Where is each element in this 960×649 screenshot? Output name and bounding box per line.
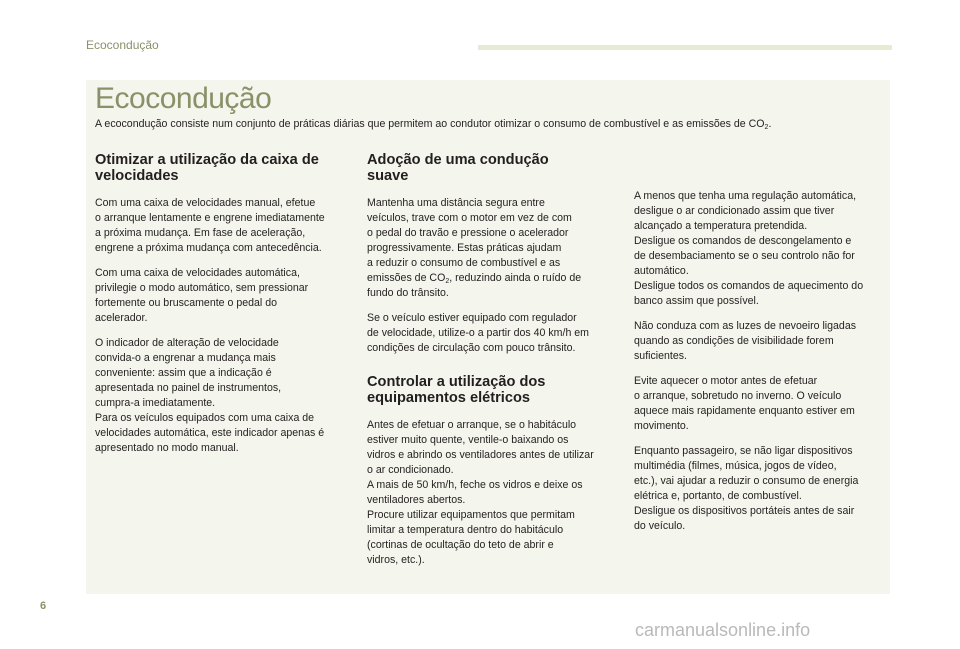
header-rule bbox=[478, 45, 892, 50]
paragraph-gear-indicator: O indicador de alteração de velocidade convida-o a engrenar a mudança mais conveniente: assim que a indicação é apresentada no painel de instrumentos, cumpra-a imediatamente. Para os veículos equipados com uma caixa de velocidades automática, este indicador apenas é apresentado no modo manual. bbox=[95, 337, 325, 454]
safe-distance-text-a: Mantenha uma distância segura entre veículos, trave com o motor em vez de com o pedal do travão e pressione o acelerador progressivamente. Estas práticas ajudam a reduzir o consumo de combustível e as emissões de CO bbox=[367, 197, 572, 284]
paragraph-engine-warmup: Evite aquecer o motor antes de efetuar o arranque, sobretudo no inverno. O veículo aquece mais rapidamente enquanto estiver em movimento. bbox=[634, 375, 855, 432]
paragraph-cruise-control: Se o veículo estiver equipado com regulador de velocidade, utilize-o a partir dos 40 km/h em condições de circulação com pouco trânsito. bbox=[367, 312, 589, 354]
column-gearbox bbox=[95, 152, 350, 456]
column-smooth-driving bbox=[367, 152, 622, 568]
intro-subscript: 2 bbox=[764, 124, 769, 131]
paragraph-multimedia: Enquanto passageiro, se não ligar dispositivos multimédia (filmes, música, jogos de vídeo, etc.), vai ajudar a reduzir o consumo de energia elétrica e, portanto, de combustível. Desligue os dispositivos portáteis antes de sair do veículo. bbox=[634, 445, 859, 532]
page-title: Ecocondução bbox=[95, 82, 272, 115]
column-electrical-tips bbox=[634, 189, 886, 534]
paragraph-manual-gearbox: Com uma caixa de velocidades manual, efetue o arranque lentamente e engrene imediatamente a próxima mudança. Em fase de aceleração, engrene a próxima mudança com antecedência. bbox=[95, 197, 325, 254]
paragraph-safe-distance bbox=[367, 196, 622, 301]
paragraph-air-conditioning: A menos que tenha uma regulação automática, desligue o ar condicionado assim que tiver alcançado a temperatura pretendida. Desligue os comandos de descongelamento e de desembaciamento se o seu controlo não for automático. Desligue todos os comandos de aquecimento do banco assim que possível. bbox=[634, 190, 864, 307]
watermark: carmanualsonline.info bbox=[635, 620, 811, 640]
co2-subscript: 2 bbox=[445, 278, 450, 285]
paragraph-fog-lights: Não conduza com as luzes de nevoeiro ligadas quando as condições de visibilidade forem suficientes. bbox=[634, 320, 857, 362]
safe-distance-text-b: , reduzindo ainda o ruído de fundo do trânsito. bbox=[367, 272, 582, 299]
page-number: 6 bbox=[40, 600, 47, 612]
heading-electrical-equipment: Controlar a utilização dos equipamentos elétricos bbox=[367, 374, 546, 406]
intro-end: . bbox=[768, 118, 772, 130]
intro-text: A ecocondução consiste num conjunto de práticas diárias que permitem ao condutor otimizar o consumo de combustível e as emissões de CO bbox=[95, 118, 765, 130]
intro-paragraph bbox=[95, 118, 885, 131]
heading-smooth-driving: Adoção de uma condução suave bbox=[367, 152, 549, 184]
paragraph-ventilation: Antes de efetuar o arranque, se o habitáculo estiver muito quente, ventile-o baixando os vidros e abrindo os ventiladores antes de utilizar o ar condicionado. A mais de 50 km/h, feche os vidros e deixe os ventiladores abertos. Procure utilizar equipamentos que permitam limitar a temperatura dentro do habitáculo (cortinas de ocultação do teto de abrir e vidros, etc.). bbox=[367, 419, 594, 566]
running-header: Ecocondução bbox=[86, 38, 159, 52]
heading-gearbox: Otimizar a utilização da caixa de velocidades bbox=[95, 152, 319, 184]
paragraph-automatic-gearbox: Com uma caixa de velocidades automática, privilegie o modo automático, sem pressionar fortemente ou bruscamente o pedal do acelerador. bbox=[95, 267, 309, 324]
